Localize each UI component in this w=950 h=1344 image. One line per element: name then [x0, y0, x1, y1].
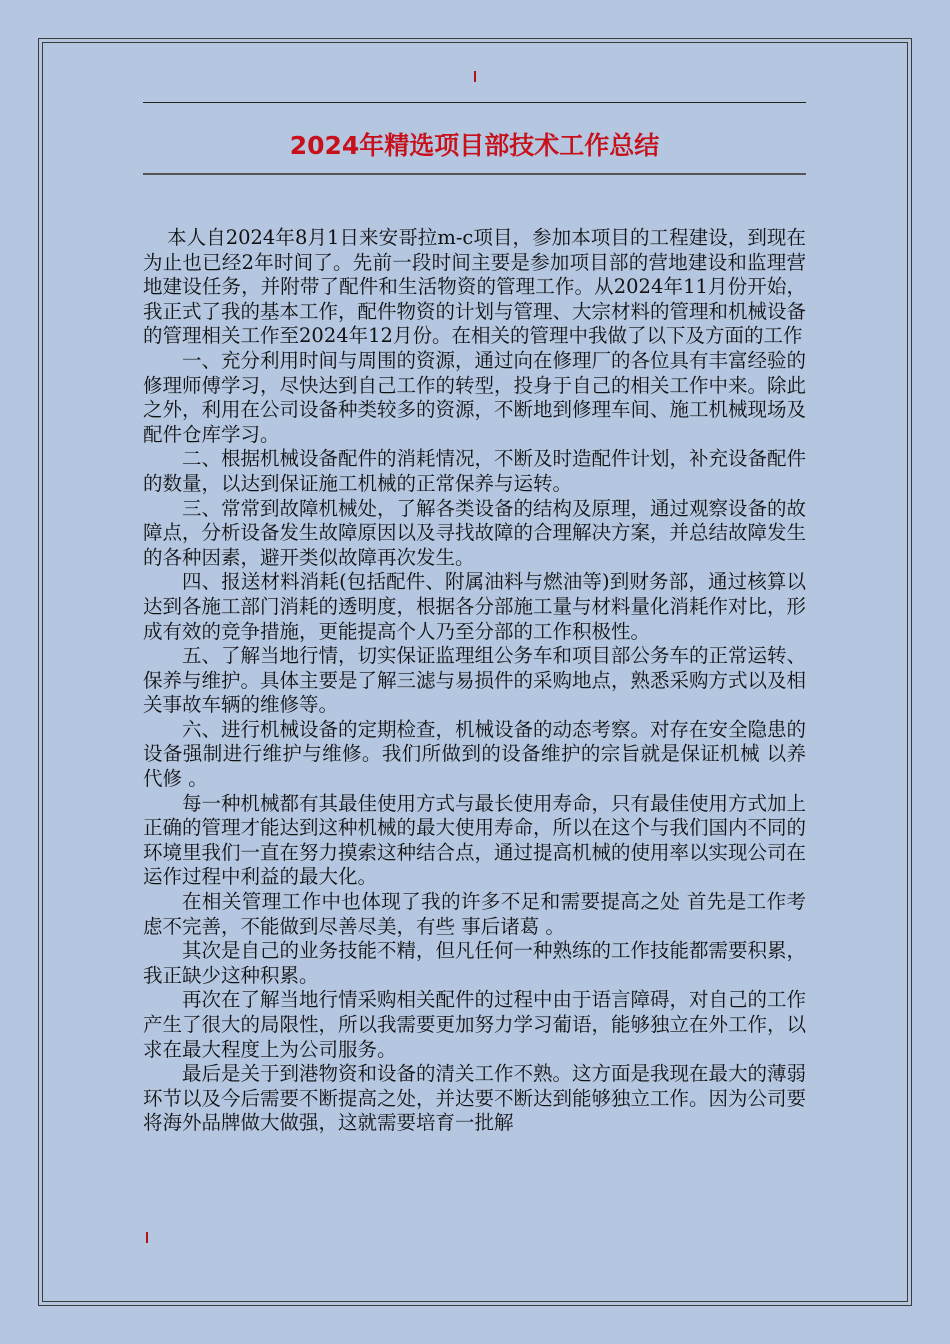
paragraph-machinery-life: 每一种机械都有其最佳使用方式与最长使用寿命，只有最佳使用方式加上正确的管理才能达到这种机械的最大使用寿命，所以在这个与我们国内不同的环境里我们一直在努力摸索这种结合点，通过提高机械的使用率以实现公司在运作过程中利益的最大化。 [143, 791, 807, 889]
paragraph-item-2: 二、根据机械设备配件的消耗情况，不断及时造配件计划，补充设备配件的数量，以达到保证施工机械的正常保养与运转。 [143, 447, 807, 495]
footer-mark [146, 1232, 148, 1243]
paragraph-skills: 其次是自己的业务技能不精，但凡任何一种熟练的工作技能都需要积累，我正缺少这种积累。 [143, 939, 807, 987]
paragraph-item-6: 六、进行机械设备的定期检查，机械设备的动态考察。对存在安全隐患的设备强制进行维护与维修。我们所做到的设备维护的宗旨就是保证机械 以养代修 。 [143, 717, 807, 791]
paragraph-intro: 本人自2024年8月1日来安哥拉m-c项目，参加本项目的工程建设，到现在为止也已经2年时间了。先前一段时间主要是参加项目部的营地建设和监理营地建设任务，并附带了配件和生活物资的管理工作。从2024年11月份开始，我正式了我的基本工作，配件物资的计划与管理、大宗材料的管理和机械设备的管理相关工作至2024年12月份。在相关的管理中我做了以下及方面的工作 [143, 226, 807, 348]
paragraph-item-1: 一、充分利用时间与周围的资源，通过向在修理厂的各位具有丰富经验的修理师傅学习，尽快达到自己工作的转型，投身于自己的相关工作中来。除此之外，利用在公司设备种类较多的资源，不断地到修理车间、施工机械现场及配件仓库学习。 [143, 348, 807, 446]
paragraph-customs: 最后是关于到港物资和设备的清关工作不熟。这方面是我现在最大的薄弱环节以及今后需要不断提高之处，并达要不断达到能够独立工作。因为公司要将海外品牌做大做强，这就需要培育一批解 [143, 1062, 807, 1135]
header-rule [143, 102, 806, 103]
header-mark [474, 71, 476, 82]
document-title: 2024年精选项目部技术工作总结 [289, 131, 660, 160]
title-underline [143, 173, 806, 175]
paragraph-shortcomings: 在相关管理工作中也体现了我的许多不足和需要提高之处 首先是工作考虑不完善，不能做到尽善尽美，有些 事后诸葛 。 [143, 890, 806, 938]
document-body [143, 226, 806, 1136]
paragraph-item-4: 四、报送材料消耗(包括配件、附属油料与燃油等)到财务部，通过核算以达到各施工部门消耗的透明度，根据各分部施工量与材料量化消耗作对比，形成有效的竞争措施，更能提高个人乃至分部的工作积极性。 [143, 570, 807, 643]
paragraph-item-5: 五、了解当地行情，切实保证监理组公务车和项目部公务车的正常运转、保养与维护。具体主要是了解三滤与易损件的采购地点，熟悉采购方式以及相关事故车辆的维修等。 [143, 644, 807, 717]
paragraph-item-3: 三、常常到故障机械处，了解各类设备的结构及原理，通过观察设备的故障点，分析设备发生故障原因以及寻找故障的合理解决方案，并总结故障发生的各种因素，避开类似故障再次发生。 [143, 496, 807, 569]
paragraph-language: 再次在了解当地行情采购相关配件的过程中由于语言障碍，对自己的工作产生了很大的局限性，所以我需要更加努力学习葡语，能够独立在外工作，以求在最大程度上为公司服务。 [143, 988, 807, 1061]
